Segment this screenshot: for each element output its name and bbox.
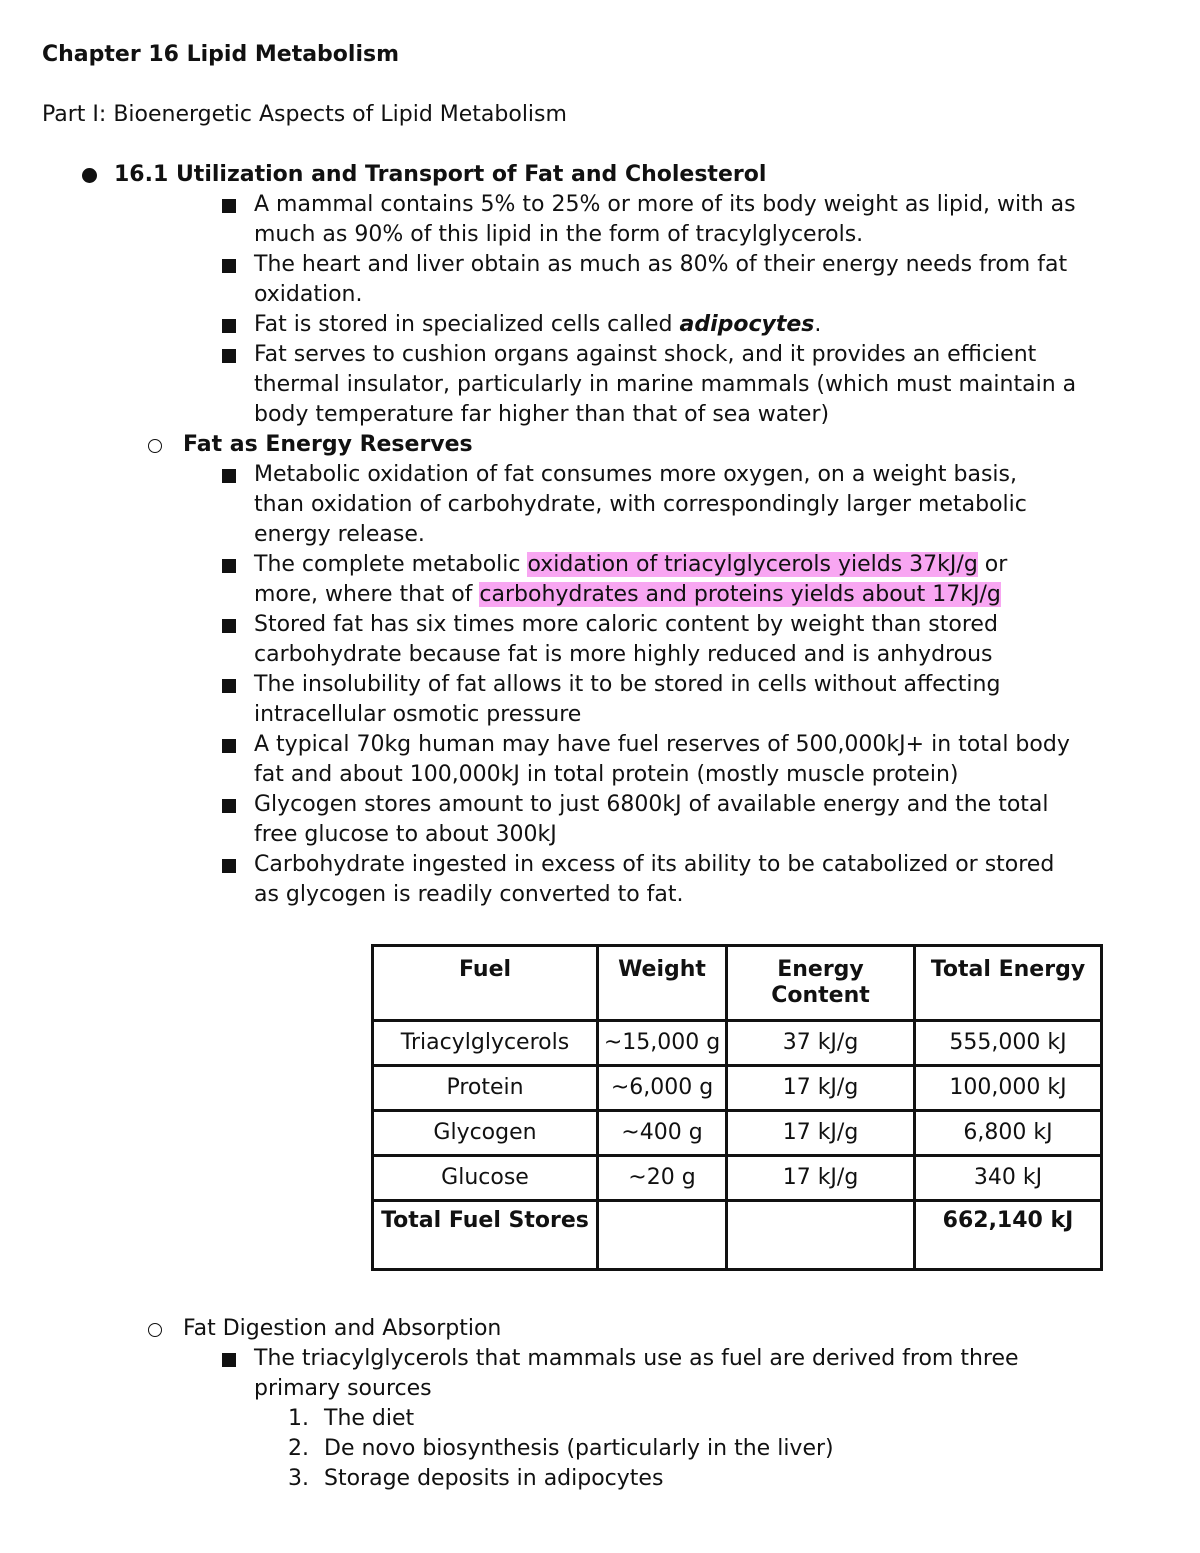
table-cell: ~15,000 g (598, 1021, 727, 1066)
fuel-reserves-table (371, 944, 1103, 1271)
column-header: Weight (598, 946, 727, 1021)
table-cell: 17 kJ/g (727, 1156, 915, 1201)
table-cell: ~400 g (598, 1111, 727, 1156)
hollow-bullet-icon (148, 439, 162, 453)
square-bullet-icon (222, 259, 236, 273)
square-bullet-icon (222, 559, 236, 573)
filled-bullet-icon (82, 168, 97, 183)
square-bullet-icon (222, 799, 236, 813)
square-bullet-icon (222, 679, 236, 693)
table-cell: 100,000 kJ (915, 1066, 1102, 1111)
square-bullet-icon (222, 739, 236, 753)
table-cell: Triacylglycerols (373, 1021, 598, 1066)
numbered-item: 1. The diet (288, 1406, 415, 1431)
table-header-row (373, 946, 1102, 1021)
term-adipocytes: adipocytes (679, 312, 815, 337)
table-cell: 340 kJ (915, 1156, 1102, 1201)
table-cell: 17 kJ/g (727, 1066, 915, 1111)
table-cell: 37 kJ/g (727, 1021, 915, 1066)
highlight-carb-protein-yield: carbohydrates and proteins yields about 17kJ/g (479, 582, 1001, 607)
column-header: Energy Content (727, 946, 915, 1021)
table-cell: 6,800 kJ (915, 1111, 1102, 1156)
hollow-bullet-icon (148, 1323, 162, 1337)
part-heading: Part I: Bioenergetic Aspects of Lipid Metabolism (42, 102, 567, 127)
table-cell: ~6,000 g (598, 1066, 727, 1111)
table-cell (727, 1201, 915, 1270)
numbered-item: 3. Storage deposits in adipocytes (288, 1466, 664, 1491)
square-bullet-icon (222, 349, 236, 363)
numbered-item: 2. De novo biosynthesis (particularly in the liver) (288, 1436, 834, 1461)
table-cell (598, 1201, 727, 1270)
square-bullet-icon (222, 319, 236, 333)
table-row (373, 1066, 1102, 1111)
total-value-cell: 662,140 kJ (915, 1201, 1102, 1270)
table-row (373, 1156, 1102, 1201)
column-header: Fuel (373, 946, 598, 1021)
table-total-row (373, 1201, 1102, 1270)
highlight-triacylglycerol-yield: oxidation of triacylglycerols yields 37kJ/g (527, 552, 978, 577)
total-label-cell: Total Fuel Stores (373, 1201, 598, 1270)
table-cell: Glycogen (373, 1111, 598, 1156)
column-header: Total Energy (915, 946, 1102, 1021)
table-row (373, 1111, 1102, 1156)
square-bullet-icon (222, 199, 236, 213)
table-row (373, 1021, 1102, 1066)
square-bullet-icon (222, 859, 236, 873)
page-title: Chapter 16 Lipid Metabolism (42, 42, 400, 67)
table-cell: Protein (373, 1066, 598, 1111)
document-page: Chapter 16 Lipid Metabolism Part I: Bioenergetic Aspects of Lipid Metabolism 16.1 Utilization and Transport of Fat and Cholesterol A mammal contains 5% to 25% or more of its body weight as lipid, with as much as 90% of this lipid in the form of tracylglycerols. The heart and liver obtain as much as 80% of their energy needs from fat oxidation. Fat is stored in specialized cells called adipocytes. Fat serves to cushion organs against shock, and it provides an efficient thermal insulator, particularly in marine mammals (which must maintain a body temperature far higher than that of sea water) Fat as Energy Reserves Metabolic oxidation of fat consumes more oxygen, on a weight basis, than oxidation of carbohydrate, with correspondingly larger metabolic energy release. The complete metabolic oxidation of triacylglycerols yields 37kJ/g or more, where that of carbohydrates and proteins yields about 17kJ/g Stored fat has six times more caloric content by weight than stored carbohydrate because fat is more highly reduced and is anhydrous The insolubility of fat allows it to be stored in cells without affecting intracellular osmotic pressure A typical 70kg human may have fuel reserves of 500,000kJ+ in total body fat and about 100,000kJ in total protein (mostly muscle protein) Glycogen stores amount to just 6800kJ of available energy and the total free glucose to about 300kJ Carbohydrate ingested in excess of its ability to be catabolized or stored as glycogen is readily converted to fat. Fuel Weight Energy Content Total Energy Triacylglycerols ~15,000 g 37 kJ/g 555,000 kJ Protein ~6,000 g 17 kJ/g 100,000 kJ Glycogen ~400 g 17 kJ/g 6,800 kJ Glucose ~20 g 17 kJ/g 340 kJ Total Fuel Stores 662,140 kJ Fat Digestion and Absorption The triacylglycerols that mammals use as fuel are derived from three primary sources 1. The diet 2. De novo biosynthesis (particularly in the liver) 3. Storage deposits in adipocytes (0, 0, 1200, 1553)
table-cell: 17 kJ/g (727, 1111, 915, 1156)
square-bullet-icon (222, 1353, 236, 1367)
table-cell: ~20 g (598, 1156, 727, 1201)
table-cell: 555,000 kJ (915, 1021, 1102, 1066)
square-bullet-icon (222, 469, 236, 483)
table-cell: Glucose (373, 1156, 598, 1201)
square-bullet-icon (222, 619, 236, 633)
